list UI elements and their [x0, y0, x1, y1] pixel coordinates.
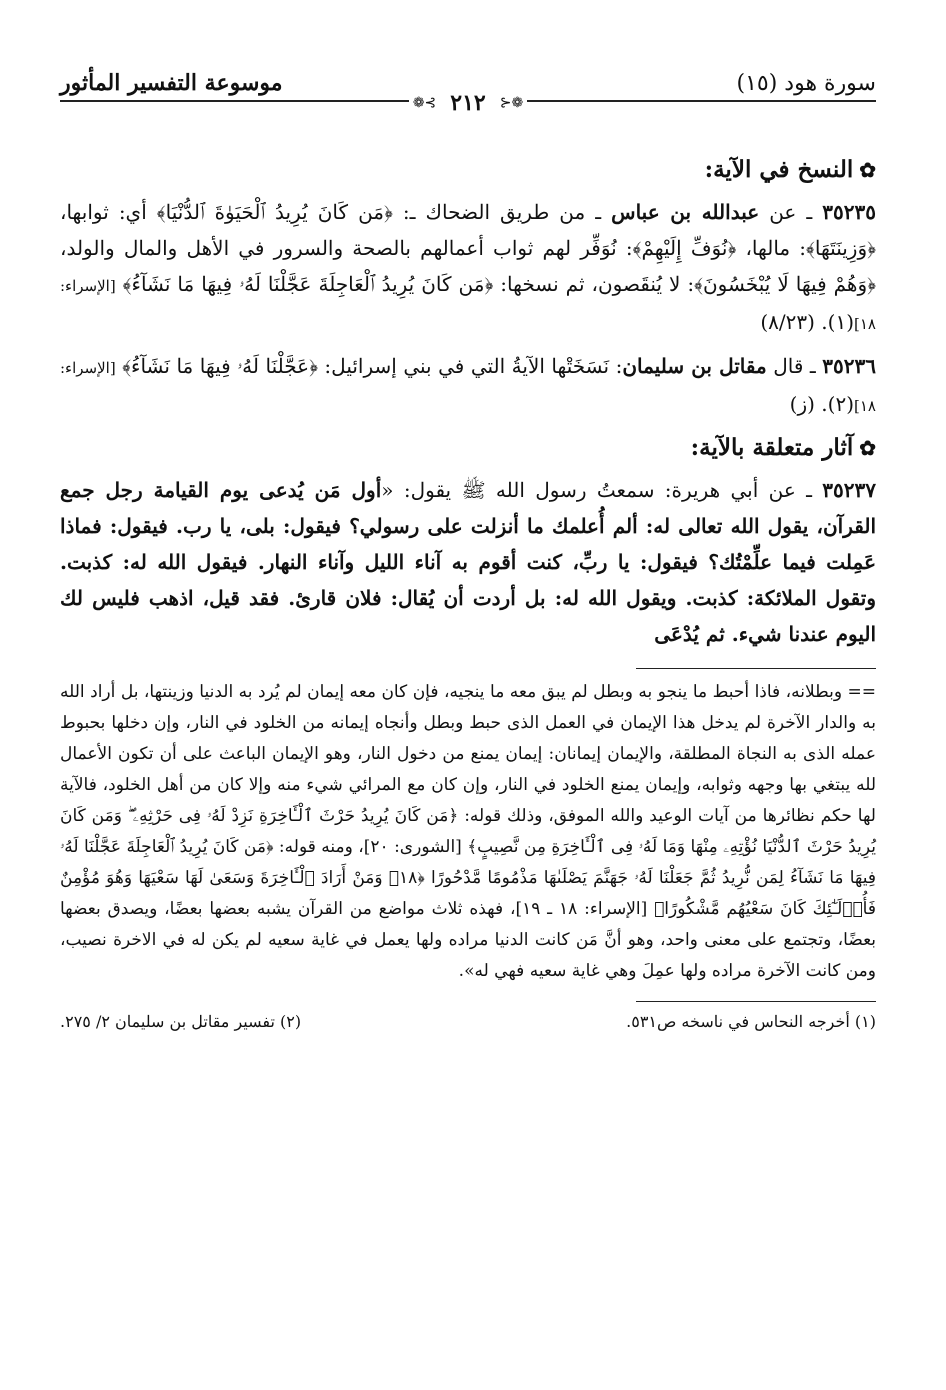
- surah-title: سورة هود (١٥): [736, 70, 876, 96]
- narration-number: ٣٥٢٣٥: [822, 200, 877, 224]
- section-heading-abrogation: ✿النسخ في الآية:: [704, 156, 876, 183]
- footnote-1: (١) أخرجه النحاس في ناسخه ص٥٣١.: [626, 1012, 876, 1031]
- section-heading-related: ✿آثار متعلقة بالآية:: [690, 434, 876, 461]
- page-header: [60, 70, 876, 130]
- narration-35235: ٣٥٢٣٥ ـ عن عبدالله بن عباس ـ من طريق الضحاك ـ: ﴿مَن كَانَ يُرِيدُ ٱلْحَيَوٰةَ ٱلدُّنْيَا﴾ أي: ثوابها، ﴿وَزِينَتَهَا﴾: مالها، ﴿نُوَفِّ إِلَيْهِمْ﴾: نُوَفِّر لهم ثواب أعمالهم بالصحة والسرور في الأهل والمال والولد، ﴿وَهُمْ فِيهَا لَا يُبْخَسُونَ﴾: لا يُنقَصون، ثم نسخها: ﴿مَن كَانَ يُرِيدُ ٱلْعَاجِلَةَ عَجَّلْنَا لَهُۥ فِيهَا مَا نَشَآءُ﴾ [الإسراء: ١٨](١). (٨/٢٣): [60, 200, 877, 334]
- narrator-name: مقاتل بن سليمان: [622, 354, 767, 378]
- ornament-icon: ❁⊰: [496, 95, 527, 111]
- continued-note: == وبطلانه، فاذا أحبط ما ينجو به وبطل لم يبق معه ما ينجيه، فإن كان معه إيمان لم يُرد به الدنيا وزينتها، بل أراد الله به والدار الآخرة لم يدخل هذا الإيمان في العمل الذى حبط وبطل وأنجاه إيمانه من الخلود في النار، وإن دخلها بحبوط عمله الذى به النجاة المطلقة، والإيمان إيمانان: إيمان يمنع من دخول النار، وهو الإيمان الباعث على أن تكون الأعمال لله يبتغي بها وجهه وثوابه، وإيمان يمنع الخلود في النار، وإن كان مع المرائي شيء منه وإلا كان من أهل الخلود، فالآية لها حكم نظائرها من آيات الوعيد والله الموفق، وذلك قوله: ﴿مَن كَانَ يُرِيدُ حَرْثَ ٱلْـَٔاخِرَةِ نَزِدْ لَهُۥ فِى حَرْثِهِۦ ۖ وَمَن كَانَ يُرِيدُ حَرْثَ ٱلدُّنْيَا نُؤْتِهِۦ مِنْهَا وَمَا لَهُۥ فِى ٱلْـَٔاخِرَةِ مِن نَّصِيبٍ﴾ [الشورى: ٢٠]، ومنه قوله: ﴿مَن كَانَ يُرِيدُ ٱلْعَاجِلَةَ عَجَّلْنَا لَهُۥ فِيهَا مَا نَشَآءُ لِمَن نُّرِيدُ ثُمَّ جَعَلْنَا لَهُۥ جَهَنَّمَ يَصْلَىٰهَا مَذْمُومًا مَّدْحُورًا ﴿١٨﴾ وَمَنْ أَرَادَ ٱلْـَٔاخِرَةَ وَسَعَىٰ لَهَا سَعْيَهَا وَهُوَ مُؤْمِنٌ فَأُو۟لَـٰٓئِكَ كَانَ سَعْيُهُم مَّشْكُورًا﴾ [الإسراء: ١٨ ـ ١٩]، فهذه ثلاث مواضع من القرآن يشبه بعضها بعضًا، ويصدق بعضها بعضًا، وتجتمع على معنى واحد، وهو أنَّ مَن كانت الدنيا مراده ولها يعمل في غاية سعيه لم يكن له في الاخرة نصيب، ومن كانت الآخرة مراده ولها عمِلَ وهي غاية سعيه فهي له».: [60, 682, 876, 981]
- verse-reference: [الإسراء: ١٨]: [60, 277, 876, 333]
- page-number: ٢١٢: [440, 90, 495, 116]
- narration-number: ٣٥٢٣٧: [822, 478, 876, 502]
- verse-reference: [الإسراء: ١٨]: [60, 359, 876, 415]
- hadith-text: أول مَن يُدعى يوم القيامة رجل جمع القرآن، يقول الله تعالى له: ألم أُعلمك ما أنزلت على رسولي؟ فيقول: بلى، يا رب. فيقول: فماذا عَمِلت فيما علِّمْتُك؟ فيقول: يا ربِّ، كنت أقوم به آناء الليل وآناء النهار. فيقول الله له: كذبت. وتقول الملائكة: كذبت. ويقول الله له: بل أردت أن يُقال: فلان قارئ. فقد قيل، اذهب فليس لك اليوم عندنا شيء. ثم يُدْعَى: [60, 478, 876, 646]
- flower-icon: ✿: [859, 158, 876, 182]
- narration-35237: ٣٥٢٣٧ ـ عن أبي هريرة: سمعتُ رسول الله ﷺ يقول: «أول مَن يُدعى يوم القيامة رجل جمع القرآن، يقول الله تعالى له: ألم أُعلمك ما أنزلت على رسولي؟ فيقول: بلى، يا رب. فيقول: فماذا عَمِلت فيما علِّمْتُك؟ فيقول: يا ربِّ، كنت أقوم به آناء الليل وآناء النهار. فيقول الله له: كذبت. وتقول الملائكة: كذبت. ويقول الله له: بل أردت أن يُقال: فلان قارئ. فقد قيل، اذهب فليس لك اليوم عندنا شيء. ثم يُدْعَى: [60, 478, 876, 646]
- narrator-name: عبدالله بن عباس: [611, 200, 760, 224]
- narration-number: ٣٥٢٣٦: [822, 354, 876, 378]
- footnotes: [60, 1012, 876, 1031]
- main-text: [60, 150, 876, 1031]
- footnotes-divider: [636, 1001, 876, 1002]
- notes-divider: [636, 668, 876, 669]
- footnote-2: (٢) تفسير مقاتل بن سليمان ٢/ ٢٧٥.: [60, 1012, 302, 1031]
- book-title: موسوعة التفسير المأثور: [60, 70, 283, 96]
- narration-35236: ٣٥٢٣٦ ـ قال مقاتل بن سليمان: نَسَخَتْها الآيةُ التي في بني إسرائيل: ﴿عَجَّلْنَا لَهُۥ فِيهَا مَا نَشَآءُ﴾ [الإسراء: ١٨](٢). (ز): [60, 354, 876, 416]
- ornament-icon: ⊱❁: [409, 95, 440, 111]
- flower-icon: ✿: [859, 436, 876, 460]
